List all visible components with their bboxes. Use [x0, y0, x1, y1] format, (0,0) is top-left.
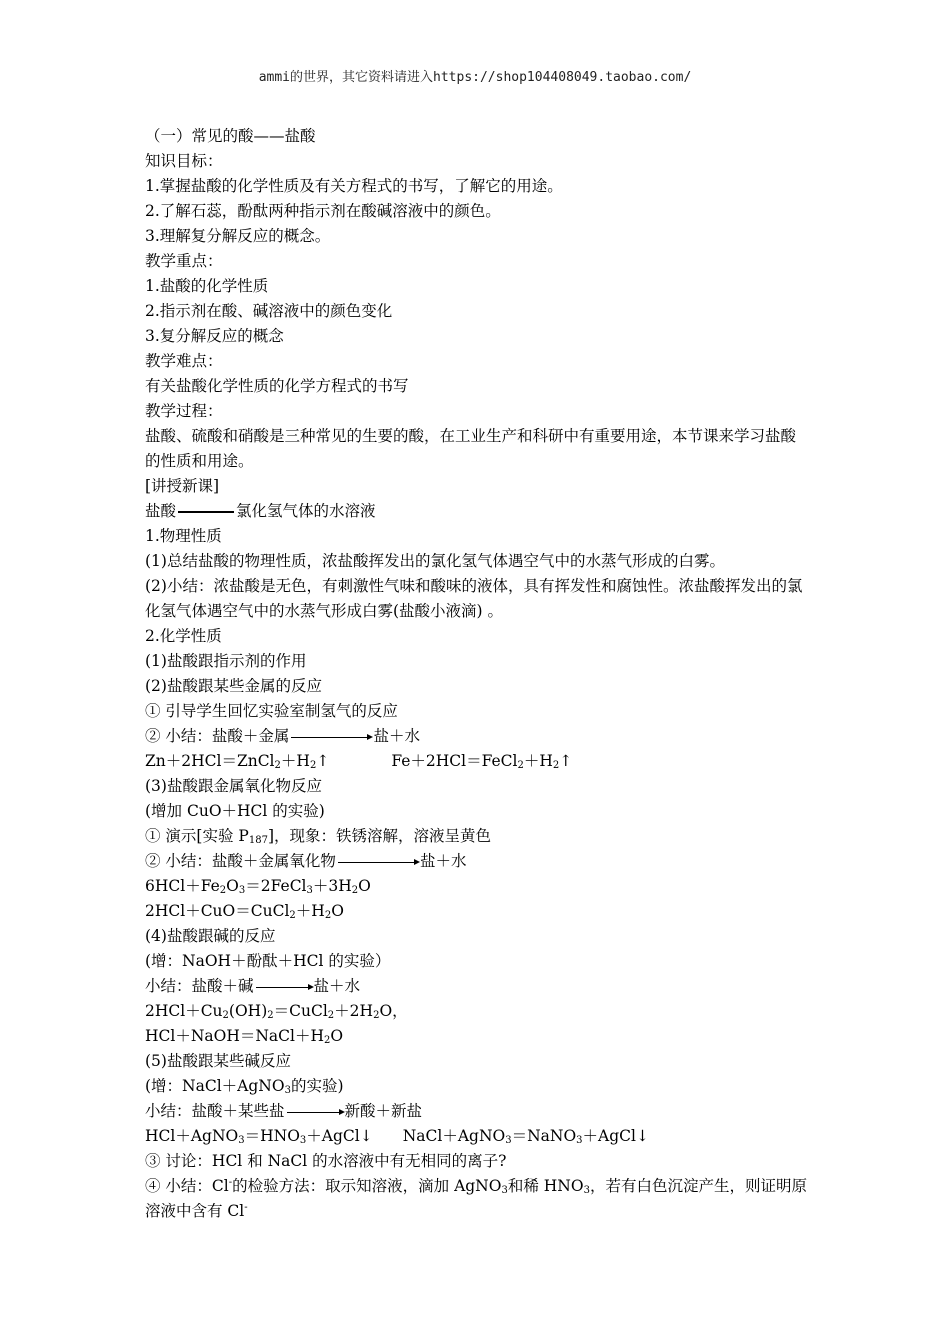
arrow-icon: [291, 737, 371, 738]
paragraph: 1.掌握盐酸的化学性质及有关方程式的书写，了解它的用途。: [145, 177, 563, 195]
equation: $6HCl+Fe_2O_3=2FeCl_3+3H_2O$: [145, 877, 371, 896]
equation: $Zn+2HCl=ZnCl_2+H_2↑$: [145, 752, 330, 771]
summary-line: [145, 724, 810, 749]
paragraph: 教学难点：: [145, 352, 223, 370]
paragraph: (4)盐酸跟碱的反应: [145, 927, 276, 945]
paragraph: (1)盐酸跟指示剂的作用: [145, 652, 307, 670]
paragraph: (增：NaOH＋酚酞＋HCl 的实验）: [145, 952, 391, 970]
summary-line: [145, 849, 810, 874]
paragraph: 盐酸、硫酸和硝酸是三种常见的生要的酸，在工业生产和科研中有重要用途，本节课来学习盐酸的性质和用途。: [145, 427, 797, 470]
paragraph: (1)总结盐酸的物理性质，浓盐酸挥发出的氯化氢气体遇空气中的水蒸气形成的白雾。: [145, 552, 725, 570]
equation: $HCl+NaOH=NaCl+H_2O$: [145, 1027, 344, 1046]
paragraph: (3)盐酸跟金属氧化物反应: [145, 777, 322, 795]
paragraph: [讲授新课]: [145, 477, 220, 495]
text: 盐＋水: [419, 852, 467, 870]
paragraph: (增：NaCl＋AgNO$_3$的实验): [145, 1077, 344, 1096]
paragraph: 1.盐酸的化学性质: [145, 277, 269, 295]
paragraph: (5)盐酸跟某些碱反应: [145, 1052, 291, 1070]
paragraph: ④ 小结：Cl-的检验方法：取示知溶液，滴加 AgNO$_3$和稀 $HNO_3$，若有白色沉淀产生，则证明原溶液中含有 Cl-: [145, 1177, 807, 1220]
equation: $HCl+AgNO_3=HNO_3+AgCl↓$: [145, 1127, 373, 1146]
arrow-icon: [287, 1112, 343, 1113]
paragraph: 教学重点：: [145, 252, 223, 270]
paragraph: ③ 讨论：HCl 和 NaCl 的水溶液中有无相同的离子?: [145, 1152, 507, 1170]
text: 小结：盐酸＋碱: [145, 977, 254, 995]
paragraph: 1.物理性质: [145, 527, 222, 545]
paragraph: 3.理解复分解反应的概念。: [145, 227, 331, 245]
text: 盐＋水: [313, 977, 361, 995]
paragraph: (增加 CuO＋HCl 的实验): [145, 802, 325, 820]
paragraph: (2)小结：浓盐酸是无色，有刺激性气味和酸味的液体，具有挥发性和腐蚀性。浓盐酸挥发出的氯化氢气体遇空气中的水蒸气形成白雾(盐酸小液滴) 。: [145, 577, 803, 620]
dash-line: [178, 511, 234, 513]
summary-line: [145, 1099, 810, 1124]
summary-line: [145, 974, 810, 999]
arrow-icon: [256, 987, 312, 988]
paragraph: ① 演示[实验 $P_{187}$]，现象：铁锈溶解，溶液呈黄色: [145, 827, 491, 846]
paragraph: 知识目标：: [145, 152, 223, 170]
equation: $2HCl+CuO=CuCl_2+H_2O$: [145, 902, 344, 921]
paragraph: ① 引导学生回忆实验室制氢气的反应: [145, 702, 398, 720]
term: 盐酸: [145, 502, 177, 520]
text: ② 小结：盐酸＋金属: [145, 727, 290, 745]
equation: $2HCl+Cu_2(OH)_2=CuCl_2+2H_2O$，: [145, 1002, 408, 1021]
equation: NaCl＋AgNO$_3$＝NaNO$_3$＋AgCl↓: [402, 1127, 649, 1146]
paragraph: 教学过程：: [145, 402, 223, 420]
equation-line: [145, 1124, 810, 1149]
equation: $Fe+2HCl=FeCl_2+H_2↑$: [391, 752, 573, 771]
section-title: （一）常见的酸——盐酸: [145, 127, 316, 145]
definition-line: [145, 499, 810, 524]
paragraph: 2.化学性质: [145, 627, 222, 645]
equation-line: [145, 749, 810, 774]
paragraph: 3.复分解反应的概念: [145, 327, 284, 345]
page-header: ammi的世界，其它资料请进入https://shop104408049.taobao.com/: [258, 70, 692, 85]
paragraph: 2.了解石蕊，酚酞两种指示剂在酸碱溶液中的颜色。: [145, 202, 501, 220]
paragraph: 有关盐酸化学性质的化学方程式的书写: [145, 377, 409, 395]
document-body: [145, 124, 810, 1224]
text: 小结：盐酸＋某些盐: [145, 1102, 285, 1120]
text: 盐＋水: [373, 727, 420, 745]
paragraph: (2)盐酸跟某些金属的反应: [145, 677, 322, 695]
paragraph: 2.指示剂在酸、碱溶液中的颜色变化: [145, 302, 393, 320]
arrow-icon: [338, 862, 418, 863]
text: 新酸＋新盐: [344, 1102, 423, 1120]
definition: 氯化氢气体的水溶液: [236, 502, 376, 520]
text: ② 小结：盐酸＋金属氧化物: [145, 852, 336, 870]
